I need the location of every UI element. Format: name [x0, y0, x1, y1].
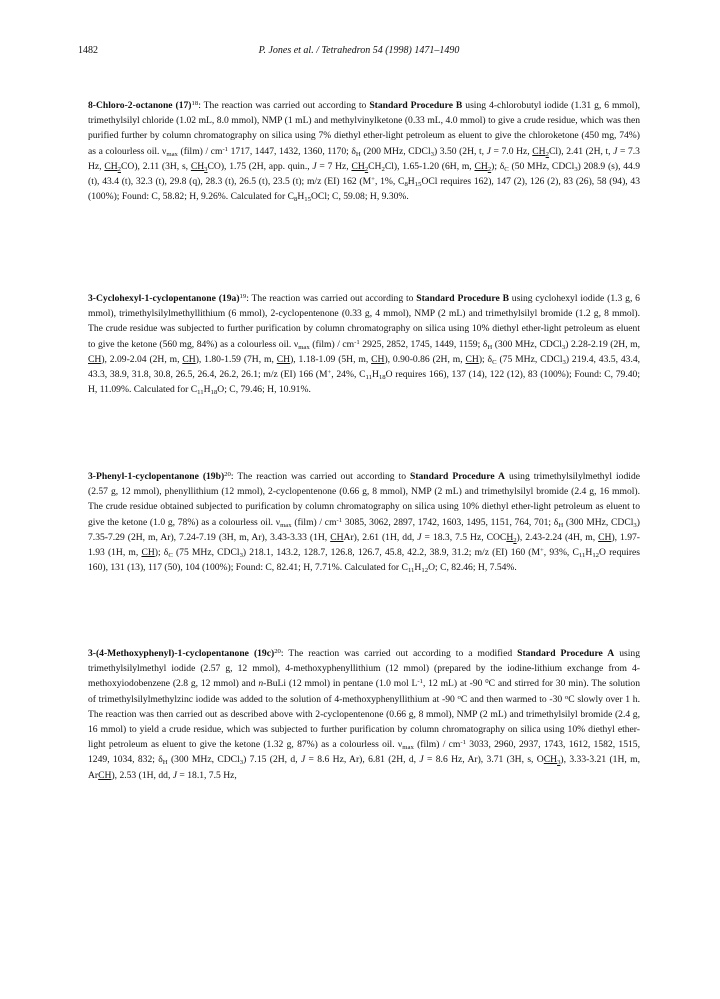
entry-body: : The reaction was carried out according to a modified Standard Procedure A using trimethylsilylmethyl iodide (2.57 g, 12 mmol), 4-methoxyphenyllithium (12 mmol) (prepared by the iodine-lithium exchange from 4-methoxyiodobenzene (2.8 g, 12 mmol) and n-BuLi (12 mmol) in pentane (1.0 mol $L^{-1}$, 12 mL) at -90 $^0$C and stirred for 30 min). The solution of trimethylsilylmethylzinc iodide was added to the solution of 4-methoxyphenyllithium at -90 $^o$C and then warmed to -30 $^o$C slowly over 1 h. The reaction was then carried out as described above with 2-cyclopentenone (0.66 g, 8 mmol), NMP (2 mL) and trimethylsilyl bromide (2.4 g, 16 mmol) to yield a crude residue, which was subjected to further purification by column chromatography on silica using 10% diethyl ether-light petroleum as eluent to give the ketone (1.32 g, 87%) as a colourless oil. $\nu_{max}$ (film) / $cm^{-1}$ 3033, 2960, 2937, 1743, 1612, 1582, 1515, 1249, 1034, 832; $\delta_H$ (300 MHz, CDCl$_3$) 7.15 (2H, d, J = 8.6 Hz, Ar), 6.81 (2H, d, J = 8.6 Hz, Ar), 3.71 (3H, s, $OCH_3$), 3.33-3.21 (1H, m, ArCH), 2.53 (1H, dd, J = 18.1, 7.5 Hz,	[88, 648, 640, 781]
entry-paragraph-17	[88, 98, 640, 204]
compound-title: 3-Phenyl-1-cyclopentanone (19b)	[88, 471, 225, 482]
entry-paragraph-19a	[88, 291, 640, 397]
entry-body: : The reaction was carried out according to Standard Procedure B using 4-chlorobutyl iodide (1.31 g, 6 mmol), trimethylsilyl chloride (1.02 mL, 8.0 mmol), NMP (1 mL) and methylvinylketone (0.33 mL, 4.0 mmol) to give a crude residue, which was then purified further by column chromatography on silica using 7% diethyl ether-light petroleum as eluent to give the chloroketone (450 mg, 74%) as a colourless oil. $\nu_{max}$ (film) / $cm^{-1}$ 1717, 1447, 1432, 1360, 1170; $\delta_H$ (200 MHz, CDCl$_3$) 3.50 (2H, t, J = 7.0 Hz, $CH_2Cl$), 2.41 (2H, t, J = 7.3 Hz, $CH_2CO$), 2.11 (3H, s, $CH_3CO$), 1.75 (2H, app. quin., J = 7 Hz, $CH_2CH_2Cl$), 1.65-1.20 (6H, m, $CH_2$); $\delta_C$ (50 MHz, CDCl$_3$) 208.9 (s), 44.9 (t), 43.4 (t), 32.3 (t), 29.8 (q), 28.3 (t), 26.5 (t), 23.5 (t); m/z (EI) 162 (M+, 1%, $C_8H_{15}OCl$ requires 162), 147 (2), 126 (2), 83 (26), 58 (94), 43 (100%); Found: C, 58.82; H, 9.26%. Calculated for $C_8H_{15}OCl$; C, 59.08; H, 9.30%.	[88, 100, 641, 204]
compound-title: 8-Chloro-2-octanone (17)	[88, 100, 192, 111]
entry-paragraph-19c	[88, 646, 640, 783]
compound-title: 3-(4-Methoxyphenyl)-1-cyclopentanone (19c)	[88, 648, 275, 659]
compound-title: 3-Cyclohexyl-1-cyclopentanone (19a)	[88, 293, 240, 304]
reference-mark: 19	[239, 292, 247, 300]
page-number: 1482	[78, 45, 98, 56]
entry-body: : The reaction was carried out according to Standard Procedure B using cyclohexyl iodide (1.3 g, 6 mmol), trimethylsilylmethyllithium (6 mmol), 2-cyclopentenone (0.33 g, 4 mmol), NMP (2 mL) and trimethylsilyl bromide (1.2 g, 8 mmol). The crude residue was subjected to further purification by column chromatography on silica using 10% diethyl ether-light petroleum as eluent to give the ketone (560 mg, 84%) as a colourless oil. $\nu_{max}$ (film) / $cm^{-1}$ 2925, 2852, 1745, 1449, 1159; $\delta_H$ (300 MHz, CDCl$_3$) 2.28-2.19 (2H, m, CH), 2.09-2.04 (2H, m, CH), 1.80-1.59 (7H, m, CH), 1.18-1.09 (5H, m, CH), 0.90-0.86 (2H, m, CH); $\delta_C$ (75 MHz, CDCl$_3$) 219.4, 43.5, 43.4, 43.3, 38.9, 31.8, 30.8, 26.5, 26.4, 26.2, 26.1; m/z (EI) 166 (M+, 24%, $C_{11}H_{18}O$ requires 166), 137 (14), 122 (12), 83 (100%); Found: C, 79.40; H, 11.09%. Calculated for $C_{11}H_{18}O$; C, 79.46; H, 10.91%.	[88, 293, 641, 397]
reference-mark: 20	[274, 647, 281, 655]
reference-mark: 20	[224, 470, 231, 478]
entry-paragraph-19b	[88, 469, 640, 575]
page-header	[78, 44, 640, 58]
running-title: P. Jones et al. / Tetrahedron 54 (1998) 1471–1490	[258, 45, 460, 56]
reference-mark: 18	[191, 99, 199, 107]
entry-body: : The reaction was carried out according to Standard Procedure A using trimethylsilylmethyl iodide (2.57 g, 12 mmol), phenyllithium (12 mmol), 2-cyclopentenone (0.66 g, 8 mmol), NMP (2 mL) and trimethylsilyl bromide (2.4 g, 16 mmol). The crude residue obtained subjected to purification by column chromatography on silica using 10% diethyl ether-light petroleum as eluent to give the ketone (1.0 g, 78%) as a colourless oil. $\nu_{max}$ (film) / $cm^{-1}$ 3085, 3062, 2897, 1742, 1603, 1495, 1151, 764, 701; $\delta_H$ (300 MHz, CDCl$_3$) 7.35-7.29 (2H, m, Ar), 7.24-7.19 (3H, m, Ar), 3.43-3.33 (1H, CHAr), 2.61 (1H, dd, J = 18.3, 7.5 Hz, $COCH_2$), 2.43-2.24 (4H, m, CH), 1.97-1.93 (1H, m, CH); $\delta_C$ (75 MHz, CDCl$_3$) 218.1, 143.2, 128.7, 126.8, 126.7, 45.8, 42.2, 38.9, 31.2; m/z (EI) 160 (M+, 93%, $C_{11}H_{12}O$ requires 160), 131 (13), 117 (50), 104 (100%); Found: C, 82.41; H, 7.71%. Calculated for $C_{11}H_{12}O$; C, 82.46; H, 7.54%.	[88, 471, 641, 575]
